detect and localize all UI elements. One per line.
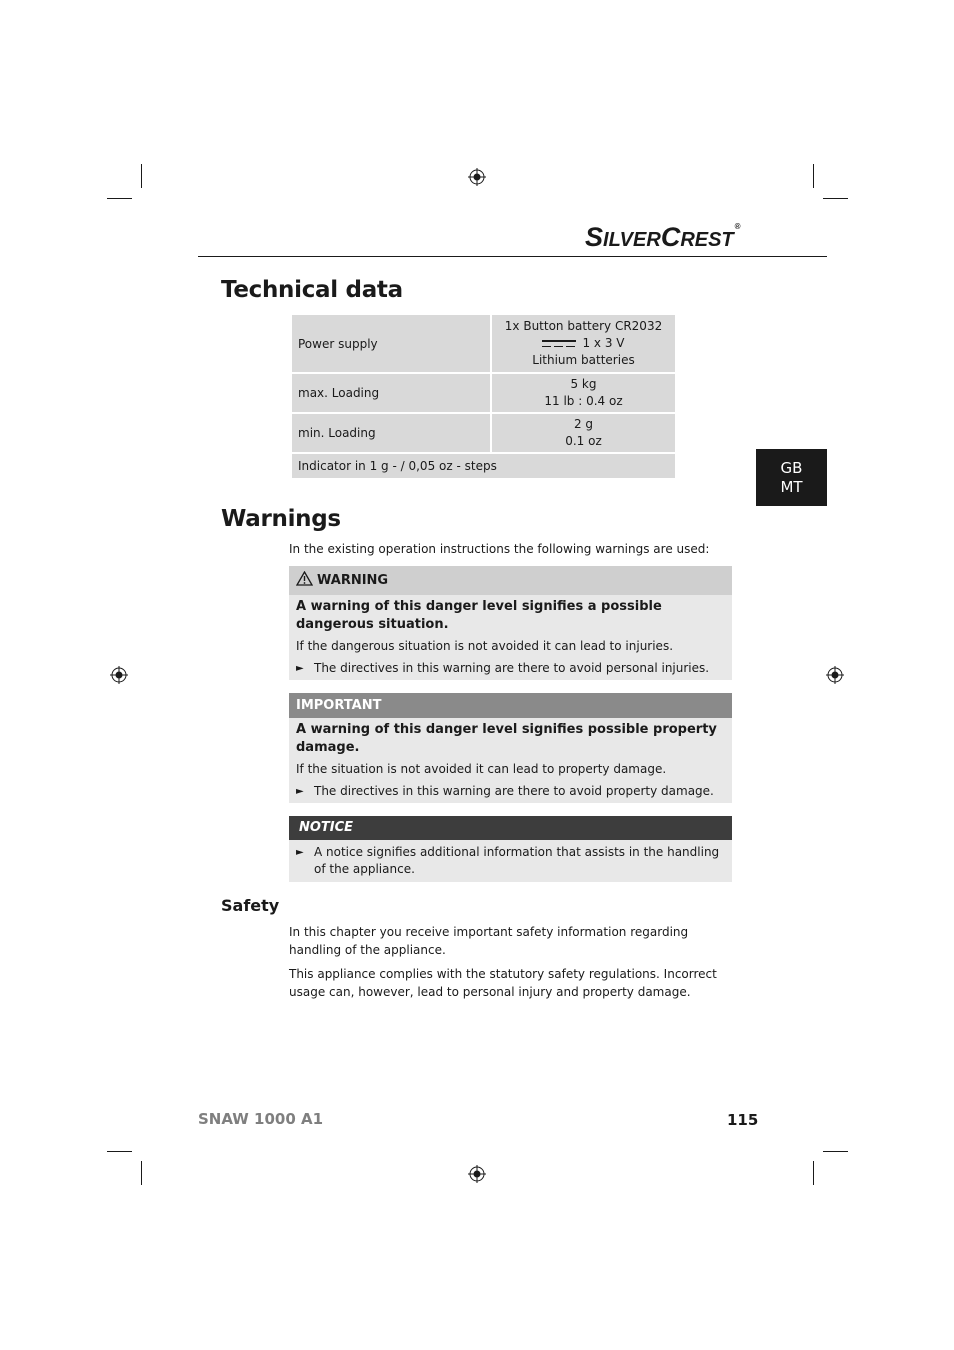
dc-symbol-icon [542, 339, 576, 348]
warning-triangle-icon [296, 571, 313, 586]
bullet-arrow-icon: ► [296, 663, 304, 674]
table-cell-value: 5 kg 11 lb : 0.4 oz [491, 373, 676, 413]
technical-data-title: Technical data [221, 277, 403, 303]
table-cell-label: max. Loading [291, 373, 491, 413]
warnings-title: Warnings [221, 506, 341, 532]
table-cell-value: 2 g 0.1 oz [491, 413, 676, 453]
warnings-intro: In the existing operation instructions the following warnings are used: [289, 542, 710, 556]
page-number: 115 [727, 1111, 759, 1129]
safety-paragraph: In this chapter you receive important safety information regarding handling of the appliance. [289, 925, 689, 957]
safety-paragraph: This appliance complies with the statutory safety regulations. Incorrect usage can, however, lead to personal injury and property damage. [289, 967, 717, 999]
notice-box [289, 816, 732, 882]
important-box-lead: A warning of this danger level signifies possible property damage. [296, 722, 717, 755]
table-cell-label: Power supply [291, 314, 491, 373]
crop-mark [813, 1161, 814, 1185]
crop-mark [141, 1161, 142, 1185]
language-tab: GB MT [756, 449, 827, 506]
table-cell-value: 1x Button battery CR2032 1 x 3 V Lithium batteries [491, 314, 676, 373]
list-item: ► A notice signifies additional information that assists in the handling of the appliance. [296, 845, 720, 876]
registration-mark-icon [110, 666, 128, 684]
table-row [291, 373, 676, 413]
bullet-arrow-icon: ► [296, 786, 304, 797]
registration-mark-icon [468, 1165, 486, 1183]
crop-mark [823, 1151, 848, 1152]
important-box [289, 693, 732, 803]
registration-mark-icon [468, 168, 486, 186]
footer-model: SNAW 1000 A1 [198, 1110, 324, 1128]
registration-mark-icon [826, 666, 844, 684]
important-box-heading: IMPORTANT [289, 693, 732, 718]
crop-mark [107, 1151, 132, 1152]
warning-box-text: If the dangerous situation is not avoided it can lead to injuries. [296, 639, 674, 653]
warning-box-heading: WARNING [289, 566, 732, 595]
header-rule [198, 256, 827, 257]
crop-mark [141, 164, 142, 188]
table-row [291, 453, 676, 479]
notice-box-heading: NOTICE [289, 816, 732, 840]
crop-mark [823, 198, 848, 199]
bullet-arrow-icon: ► [296, 847, 304, 858]
table-row [291, 314, 676, 373]
crop-mark [813, 164, 814, 188]
brand-logo: SILVERCREST® [585, 222, 741, 252]
technical-data-table [290, 313, 677, 480]
table-row [291, 413, 676, 453]
warning-box [289, 566, 732, 680]
list-item: ► The directives in this warning are there to avoid property damage. [296, 784, 714, 798]
list-item: ► The directives in this warning are there to avoid personal injuries. [296, 661, 710, 675]
warning-box-lead: A warning of this danger level signifies a possible dangerous situation. [296, 599, 662, 632]
safety-title: Safety [221, 896, 280, 915]
crop-mark [107, 198, 132, 199]
table-cell-label: min. Loading [291, 413, 491, 453]
table-cell-label: Indicator in 1 g - / 0,05 oz - steps [291, 453, 676, 479]
important-box-text: If the situation is not avoided it can lead to property damage. [296, 762, 667, 776]
